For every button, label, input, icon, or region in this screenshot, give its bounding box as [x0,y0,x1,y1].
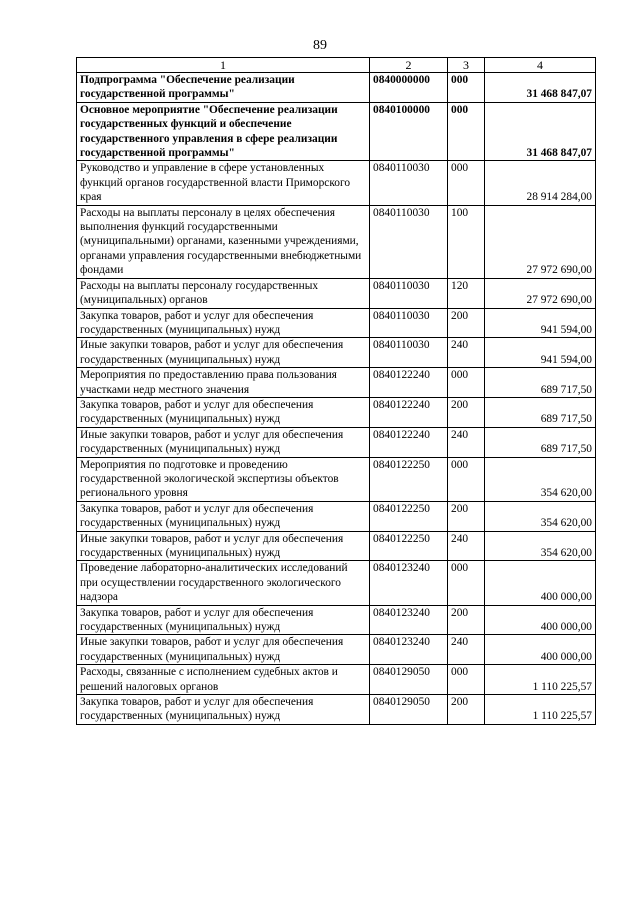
row-code-cell: 0840122250 [370,531,448,561]
column-header-code: 2 [370,58,448,73]
row-type-cell: 120 [448,278,485,308]
row-name-cell: Закупка товаров, работ и услуг для обеспечения государственных (муниципальных) нужд [77,695,370,725]
row-type-cell: 000 [448,457,485,501]
row-amount-cell: 400 000,00 [485,635,596,665]
row-code-cell: 0840122250 [370,501,448,531]
row-amount-cell: 689 717,50 [485,397,596,427]
row-code-cell: 0840123240 [370,635,448,665]
table-row [77,665,596,695]
table-row [77,278,596,308]
row-type-cell: 200 [448,397,485,427]
table-row [77,205,596,278]
row-code-cell: 0840122240 [370,397,448,427]
row-name-cell: Закупка товаров, работ и услуг для обеспечения государственных (муниципальных) нужд [77,308,370,338]
table-row [77,102,596,161]
row-type-cell: 200 [448,695,485,725]
row-type-cell: 200 [448,605,485,635]
row-name-cell: Мероприятия по предоставлению права пользования участками недр местного значения [77,368,370,398]
row-name-cell: Иные закупки товаров, работ и услуг для обеспечения государственных (муниципальных) нужд [77,427,370,457]
table-row [77,635,596,665]
row-amount-cell: 400 000,00 [485,561,596,605]
row-code-cell: 0840110030 [370,161,448,205]
row-name-cell: Руководство и управление в сфере установленных функций органов государственной власти Приморского края [77,161,370,205]
row-name-cell: Проведение лабораторно-аналитических исследований при осуществлении государственного экологического надзора [77,561,370,605]
table-row [77,308,596,338]
table-row [77,531,596,561]
row-amount-cell: 354 620,00 [485,531,596,561]
row-amount-cell: 1 110 225,57 [485,665,596,695]
row-type-cell: 240 [448,531,485,561]
table-body [77,73,596,725]
row-name-cell: Иные закупки товаров, работ и услуг для обеспечения государственных (муниципальных) нужд [77,338,370,368]
row-type-cell: 000 [448,102,485,161]
row-type-cell: 000 [448,161,485,205]
table-header-row [77,58,596,73]
row-code-cell: 0840122240 [370,368,448,398]
row-type-cell: 240 [448,635,485,665]
row-amount-cell: 31 468 847,07 [485,73,596,103]
row-amount-cell: 689 717,50 [485,427,596,457]
row-name-cell: Подпрограмма "Обеспечение реализации государственной программы" [77,73,370,103]
row-type-cell: 200 [448,501,485,531]
row-amount-cell: 1 110 225,57 [485,695,596,725]
row-code-cell: 0840110030 [370,338,448,368]
row-type-cell: 100 [448,205,485,278]
row-name-cell: Расходы на выплаты персоналу в целях обеспечения выполнения функций государственными (муниципальными) органами, казенными учреждениями, органами управления государственными внебюджетными фондами [77,205,370,278]
column-header-amount: 4 [485,58,596,73]
column-header-type: 3 [448,58,485,73]
row-code-cell: 0840123240 [370,605,448,635]
row-amount-cell: 28 914 284,00 [485,161,596,205]
row-type-cell: 000 [448,368,485,398]
table-row [77,695,596,725]
row-name-cell: Закупка товаров, работ и услуг для обеспечения государственных (муниципальных) нужд [77,605,370,635]
row-code-cell: 0840000000 [370,73,448,103]
row-amount-cell: 354 620,00 [485,457,596,501]
row-amount-cell: 354 620,00 [485,501,596,531]
table-row [77,457,596,501]
row-code-cell: 0840100000 [370,102,448,161]
row-amount-cell: 27 972 690,00 [485,205,596,278]
row-code-cell: 0840122240 [370,427,448,457]
table-row [77,561,596,605]
table-row [77,427,596,457]
row-amount-cell: 27 972 690,00 [485,278,596,308]
row-amount-cell: 941 594,00 [485,308,596,338]
row-name-cell: Основное мероприятие "Обеспечение реализации государственных функций и обеспечение государственного управления в сфере реализации государственной программы" [77,102,370,161]
row-type-cell: 240 [448,427,485,457]
table-row [77,73,596,103]
row-amount-cell: 941 594,00 [485,338,596,368]
table-row [77,501,596,531]
row-code-cell: 0840129050 [370,665,448,695]
row-code-cell: 0840110030 [370,278,448,308]
row-amount-cell: 400 000,00 [485,605,596,635]
row-name-cell: Расходы на выплаты персоналу государственных (муниципальных) органов [77,278,370,308]
row-name-cell: Иные закупки товаров, работ и услуг для обеспечения государственных (муниципальных) нужд [77,635,370,665]
table-row [77,338,596,368]
row-name-cell: Закупка товаров, работ и услуг для обеспечения государственных (муниципальных) нужд [77,501,370,531]
row-type-cell: 000 [448,561,485,605]
table-row [77,161,596,205]
row-code-cell: 0840110030 [370,308,448,338]
column-header-name: 1 [77,58,370,73]
table-row [77,368,596,398]
row-code-cell: 0840123240 [370,561,448,605]
row-type-cell: 240 [448,338,485,368]
row-name-cell: Закупка товаров, работ и услуг для обеспечения государственных (муниципальных) нужд [77,397,370,427]
row-name-cell: Иные закупки товаров, работ и услуг для обеспечения государственных (муниципальных) нужд [77,531,370,561]
row-type-cell: 000 [448,665,485,695]
row-name-cell: Мероприятия по подготовке и проведению государственной экологической экспертизы объектов регионального уровня [77,457,370,501]
row-code-cell: 0840122250 [370,457,448,501]
row-name-cell: Расходы, связанные с исполнением судебных актов и решений налоговых органов [77,665,370,695]
row-type-cell: 200 [448,308,485,338]
budget-table [76,57,596,725]
row-code-cell: 0840110030 [370,205,448,278]
row-code-cell: 0840129050 [370,695,448,725]
table-row [77,605,596,635]
row-type-cell: 000 [448,73,485,103]
row-amount-cell: 31 468 847,07 [485,102,596,161]
table-row [77,397,596,427]
row-amount-cell: 689 717,50 [485,368,596,398]
page-number: 89 [313,38,327,53]
